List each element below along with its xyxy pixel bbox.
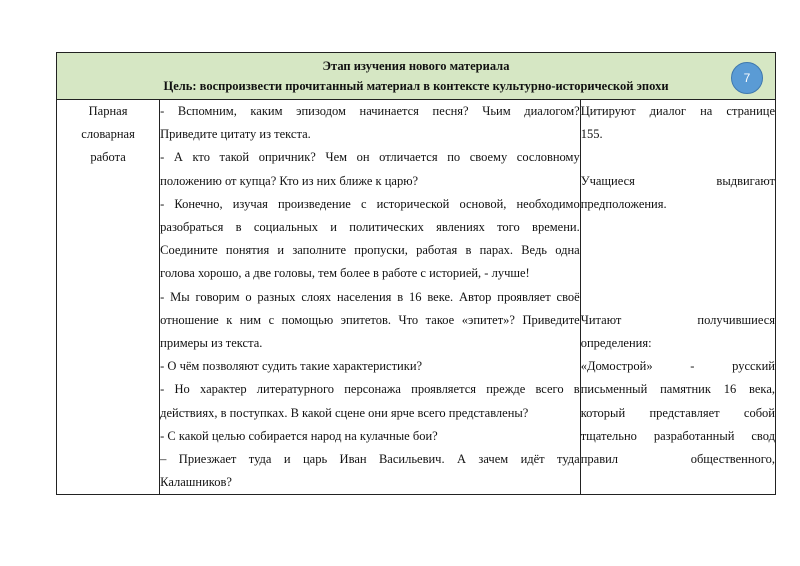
stage-header — [57, 53, 776, 100]
stage-header-row — [57, 53, 776, 100]
spacer — [581, 216, 775, 239]
student-line: письменный памятник 16 века, — [580, 382, 775, 397]
teacher-line: - О чём позволяют судить такие характеристики? — [160, 359, 423, 374]
student-line: определения: — [580, 335, 652, 350]
teacher-line: Калашников? — [160, 475, 232, 490]
student-line: Читают получившиеся — [580, 312, 775, 327]
teacher-line: - С какой целью собирается народ на кулачные бои? — [160, 428, 438, 443]
teacher-line: - Вспомним, каким эпизодом начинается песня? Чьим диалогом? — [160, 104, 580, 118]
student-line: «Домострой» - русский — [580, 359, 775, 374]
student-activity-cell — [580, 100, 775, 495]
stage-goal: Цель: воспроизвести прочитанный материал в контексте культурно-исторической эпохи — [163, 79, 669, 93]
spacer — [581, 286, 775, 309]
content-row — [57, 100, 776, 495]
teacher-line: действиях, в поступках. В какой сцене они ярче всего представлены? — [160, 405, 529, 420]
page-number-badge: 7 — [731, 62, 763, 94]
teacher-line: - Но характер литературного персонажа проявляется прежде всего в — [160, 382, 580, 397]
lesson-table — [56, 52, 776, 495]
student-line: правил общественного, — [580, 451, 775, 466]
teacher-line: отношение к ним с помощью эпитетов. Что такое «эпитет»? Приведите — [160, 312, 580, 327]
teacher-line: Соедините понятия и заполните пропуски, работая в парах. Ведь одна — [160, 243, 580, 258]
activity-cell — [57, 100, 160, 495]
teacher-line: положению от купца? Кто из них ближе к царю? — [160, 173, 419, 188]
student-line: который представляет собой — [580, 405, 775, 420]
teacher-line: примеры из текста. — [160, 336, 263, 351]
teacher-line: разобраться в социальных и политических явлениях того времени. — [160, 220, 580, 235]
spacer — [581, 239, 775, 262]
spacer — [581, 262, 775, 285]
teacher-line: - Мы говорим о разных слоях населения в 16 веке. Автор проявляет своё — [160, 289, 580, 304]
teacher-line: - Конечно, изучая произведение с исторической основой, необходимо — [160, 196, 580, 211]
activity-line: словарная — [81, 127, 135, 142]
student-line: 155. — [580, 127, 603, 142]
student-line: Цитируют диалог на странице — [580, 104, 775, 118]
spacer — [581, 146, 775, 169]
teacher-line: голова хорошо, а две головы, тем более в работе с историей, - лучше! — [160, 266, 530, 281]
stage-title: Этап изучения нового материала — [322, 59, 510, 73]
student-line: тщательно разработанный свод — [580, 428, 775, 443]
student-line: Учащиеся выдвигают — [580, 173, 775, 188]
activity-line: Парная — [88, 104, 128, 118]
teacher-line: – Приезжает туда и царь Иван Васильевич. А зачем идёт туда — [160, 452, 580, 467]
student-line: предположения. — [580, 196, 667, 211]
activity-line: работа — [90, 150, 126, 165]
teacher-line: - А кто такой опричник? Чем он отличается по своему сословному — [160, 150, 580, 165]
teacher-line: Приведите цитату из текста. — [160, 127, 311, 142]
teacher-activity-cell — [160, 100, 581, 495]
